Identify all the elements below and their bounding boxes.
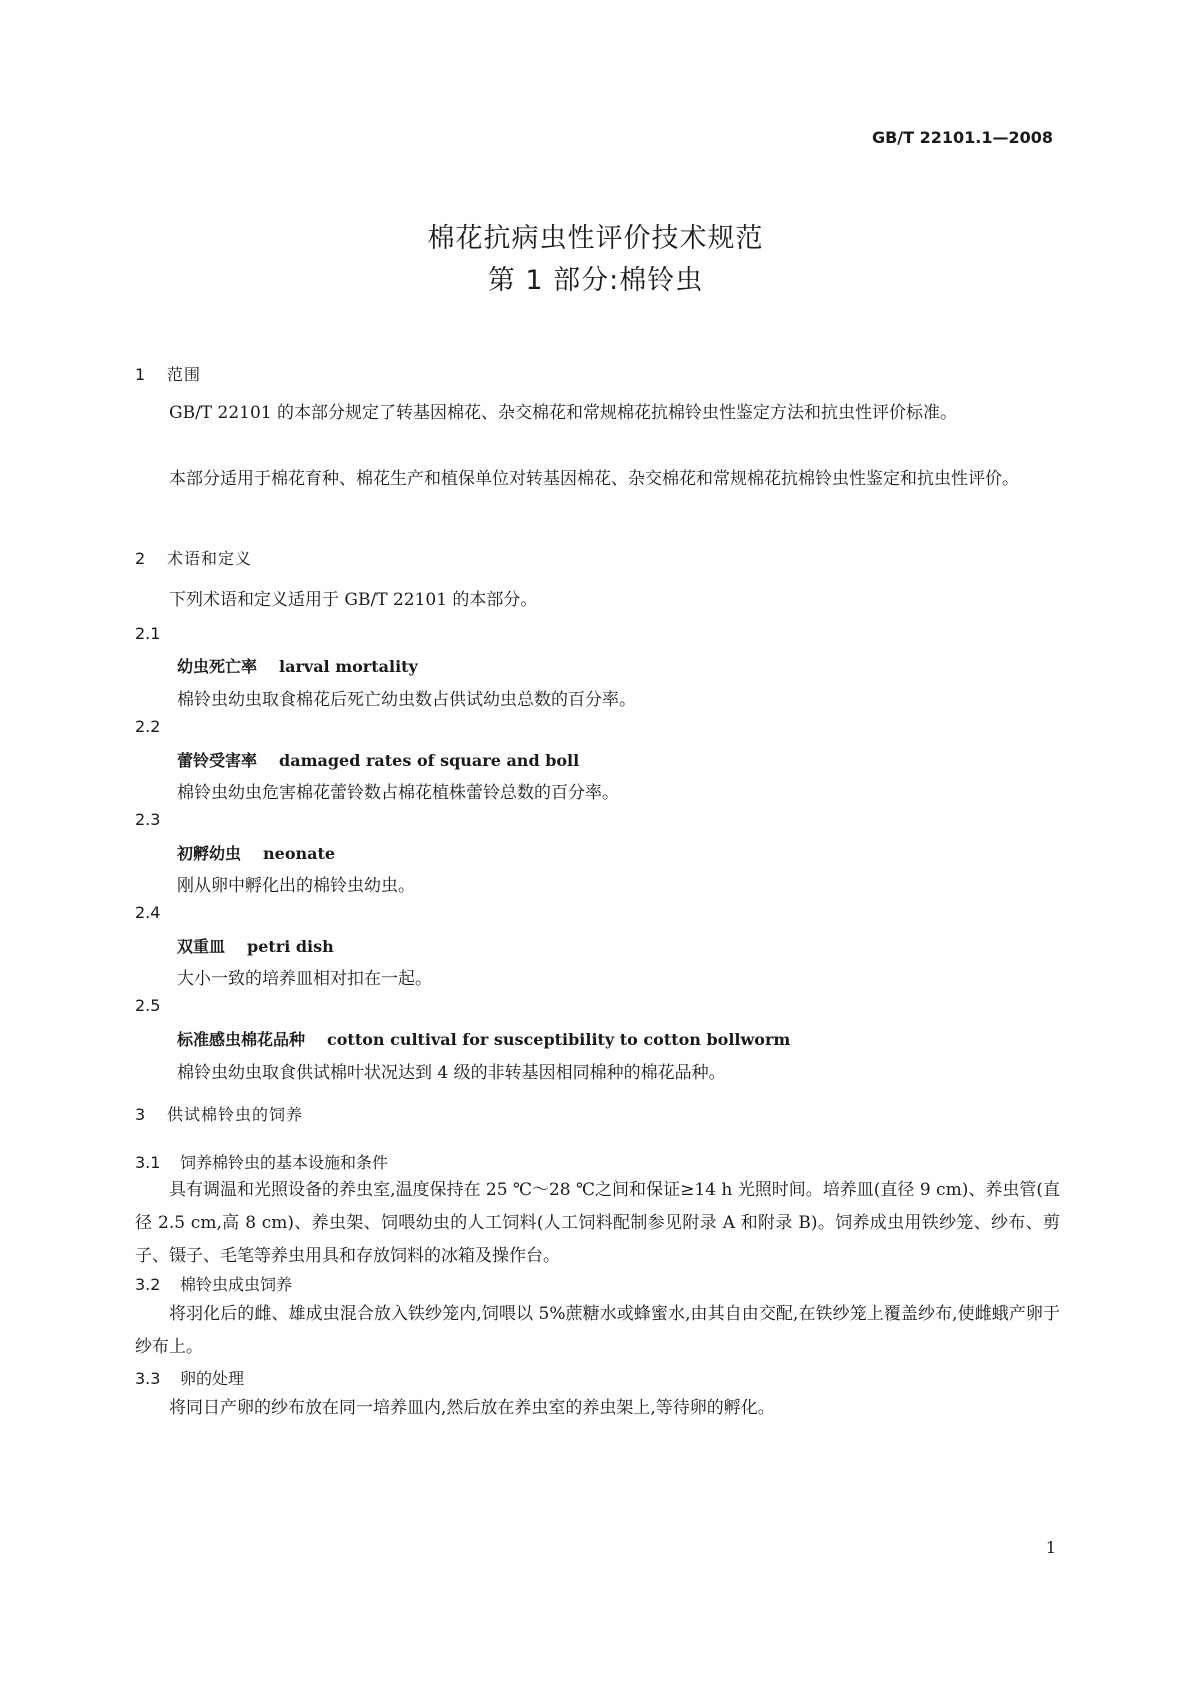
section-title: 范围 — [167, 365, 202, 384]
subsection-title: 棉铃虫成虫饲养 — [180, 1275, 293, 1294]
term-entry — [177, 1027, 790, 1050]
section-1-para-1: GB/T 22101 的本部分规定了转基因棉花、杂交棉花和常规棉花抗棉铃虫性鉴定方法和抗虫性评价标准。 — [169, 403, 958, 423]
term-number: 2.4 — [135, 903, 161, 922]
term-entry — [177, 934, 334, 957]
subsection-3-3-heading — [135, 1366, 244, 1389]
term-entry — [177, 841, 335, 864]
term-definition: 棉铃虫幼虫取食棉花后死亡幼虫数占供试幼虫总数的百分率。 — [177, 690, 636, 710]
subsection-number: 3.2 — [135, 1275, 161, 1294]
subsection-number: 3.3 — [135, 1369, 161, 1388]
section-3-heading — [135, 1102, 303, 1125]
term-entry — [177, 748, 579, 771]
term-en: damaged rates of square and boll — [279, 751, 580, 770]
section-title: 供试棉铃虫的饲养 — [167, 1105, 304, 1124]
subsection-3-3-text: 将同日产卵的纱布放在同一培养皿内,然后放在养虫室的养虫架上,等待卵的孵化。 — [169, 1398, 775, 1418]
term-number: 2.1 — [135, 624, 161, 643]
subsection-title: 饲养棉铃虫的基本设施和条件 — [180, 1153, 389, 1172]
subsection-3-1-text: 具有调温和光照设备的养虫室,温度保持在 25 ℃～28 ℃之间和保证≥14 h 光照时间。培养皿(直径 9 cm)、养虫管(直径 2.5 cm,高 8 cm)、养虫架、饲喂幼虫的人工饲料(人工饲料配制参见附录 A 和附录 B)。饲养成虫用铁纱笼、纱布、剪子、镊子、毛笔等养虫用具和存放饲料的冰箱及操作台。 — [135, 1180, 1060, 1266]
term-en: neonate — [263, 844, 336, 863]
subsection-title: 卵的处理 — [180, 1369, 245, 1388]
term-zh: 幼虫死亡率 — [177, 657, 258, 676]
document-subtitle: 第 1 部分:棉铃虫 — [487, 265, 704, 296]
section-number: 2 — [135, 549, 147, 568]
subsection-3-2-text: 将羽化后的雌、雄成虫混合放入铁纱笼内,饲喂以 5%蔗糖水或蜂蜜水,由其自由交配,在铁纱笼上覆盖纱布,使雌蛾产卵于纱布上。 — [135, 1304, 1060, 1357]
term-zh: 双重皿 — [177, 937, 226, 956]
term-number: 2.2 — [135, 717, 161, 736]
standard-number: GB/T 22101.1—2008 — [871, 128, 1053, 147]
subsection-3-1-heading — [135, 1150, 388, 1173]
term-definition: 刚从卵中孵化出的棉铃虫幼虫。 — [177, 876, 415, 896]
section-number: 3 — [135, 1105, 147, 1124]
section-title: 术语和定义 — [167, 549, 253, 568]
section-1-heading — [135, 362, 201, 385]
term-number: 2.3 — [135, 810, 161, 829]
section-number: 1 — [135, 365, 147, 384]
term-en: petri dish — [247, 937, 334, 956]
section-2-heading — [135, 546, 252, 569]
term-zh: 初孵幼虫 — [177, 844, 242, 863]
page-number: 1 — [1045, 1538, 1056, 1557]
term-definition: 棉铃虫幼虫取食供试棉叶状况达到 4 级的非转基因相同棉种的棉花品种。 — [177, 1063, 726, 1083]
section-2-intro: 下列术语和定义适用于 GB/T 22101 的本部分。 — [169, 590, 538, 610]
term-en: larval mortality — [279, 657, 418, 676]
term-entry — [177, 654, 418, 677]
term-en: cotton cultival for susceptibility to cotton bollworm — [327, 1030, 791, 1049]
subsection-3-2-heading — [135, 1272, 292, 1295]
term-number: 2.5 — [135, 996, 161, 1015]
document-title: 棉花抗病虫性评价技术规范 — [427, 223, 764, 254]
subsection-number: 3.1 — [135, 1153, 161, 1172]
term-zh: 蕾铃受害率 — [177, 751, 258, 770]
section-1-para-2: 本部分适用于棉花育种、棉花生产和植保单位对转基因棉花、杂交棉花和常规棉花抗棉铃虫性鉴定和抗虫性评价。 — [169, 469, 1019, 489]
term-definition: 大小一致的培养皿相对扣在一起。 — [177, 969, 432, 989]
term-definition: 棉铃虫幼虫危害棉花蕾铃数占棉花植株蕾铃总数的百分率。 — [177, 783, 619, 803]
term-zh: 标准感虫棉花品种 — [177, 1030, 306, 1049]
